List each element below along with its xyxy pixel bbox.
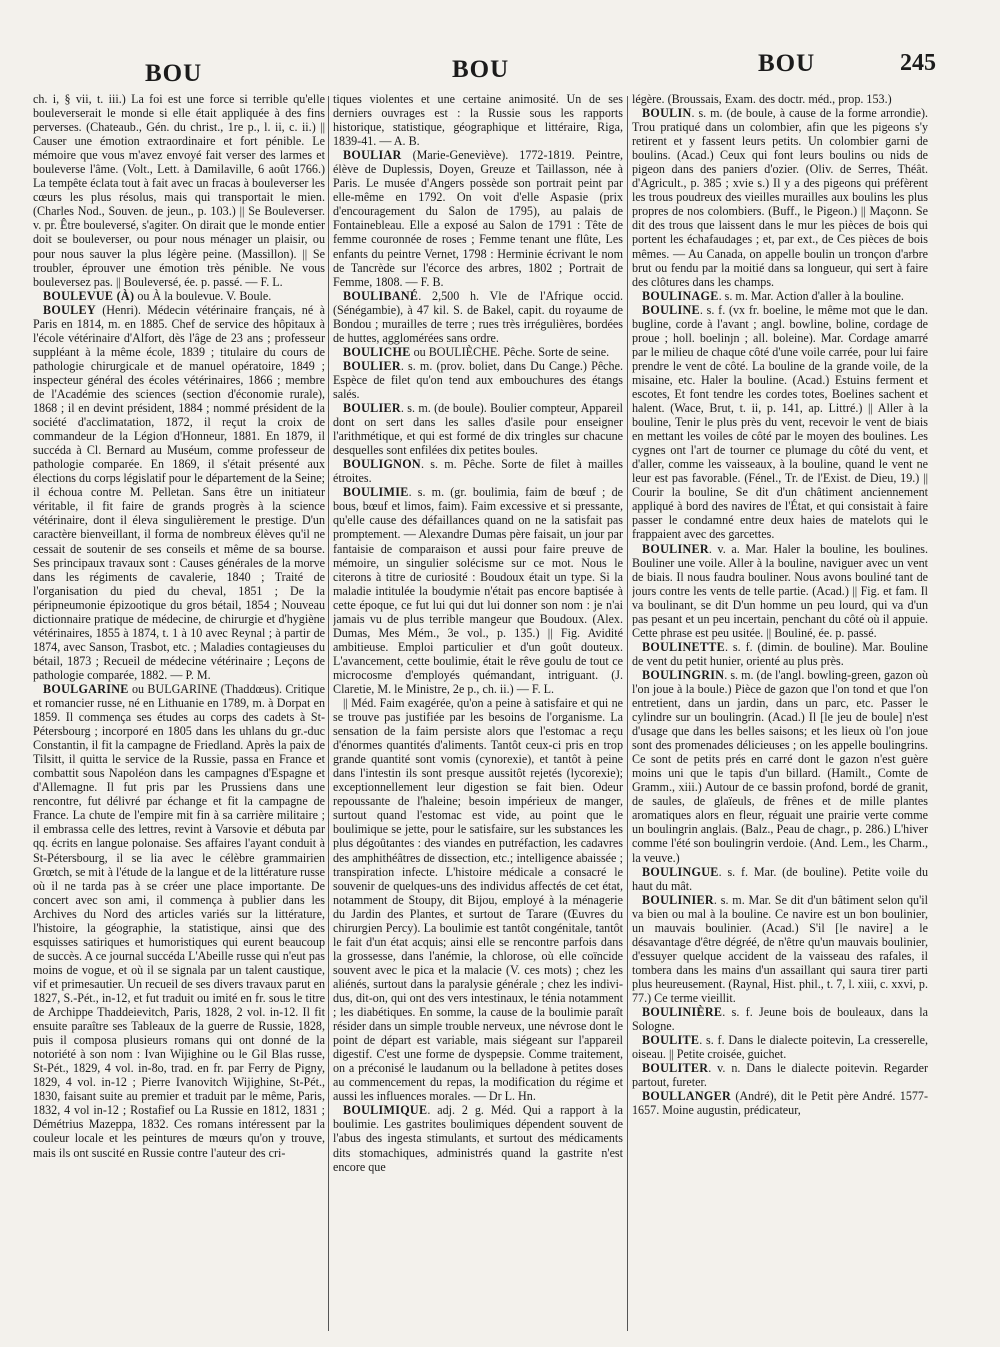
running-header — [0, 46, 1000, 86]
entry-headword: BOULIMIQUE — [343, 1103, 428, 1118]
entry-text: . s. f. Jeune bois de bouleaux, dans la Sologne. — [632, 1005, 928, 1034]
dictionary-entry — [632, 893, 928, 1005]
dictionary-entry — [333, 457, 623, 485]
dictionary-entry — [632, 92, 928, 106]
entry-text: ou BULGARINE (Thaddœus). Critique et romancier russe, né en Lithuanie en 1789, m. à Dorpat en 1859. Il commença ses études au corps des cadets à St-Pétersbourg ; incorporé en 1805 dans les uhlans du gr.-duc Constantin, il fit la campagne de Friedland. Après la paix de Tilsitt, il quitta le service de la Russie, passa en France et combattit sous Napoléon dans les campagnes d'Espagne et d'Allemagne. Il fut pris par les Prussiens dans une rencontre, fut délivré par échange et fit la campagne de France. La chute de l'empire mit fin à sa carrière militaire ; il embrassa celle des lettres, revint à Varsovie et débuta par qq. écrits en langue polonaise. Ses affaires l'ayant conduit à St-Pétersbourg, il se lia avec le célèbre grammairien Grœtch, se mit à l'étude de la langue et de la littérature russe où il ne tarda pas à se créer une place importante. De concert avec son ami, il commença à publier dans les Archives du Nord des articles variés sur la littérature, l'histoire, la géographie, la statistique, ainsi que des esquisses satiriques et humoristiques qui eurent beaucoup de succès. A ce journal succéda L'Abeille russe qui n'eut pas moins de vogue, et où il se signala par un talent caustique, vif et primesautier. Un recueil de ses divers travaux parut en 1827, S.-Pét., in-12, et fut traduit ou imité en fr. sous le titre de Archippe Thaddeievitch, Paris, 1828, 2 vol. in-12. Il fit ensuite paraître ses Tableaux de la guerre de Russie, 1828, puis il composa plusieurs romans qui ont donné de la notoriété à son nom : Ivan Wijighine ou le Gil Blas russe, St-Pét., 1829, 4 vol. in-8o, trad. en fr. par Ferry de Pigny, 1829, 4 vol. in-12 ; Pierre Ivanovitch Wijighine, St-Pét., 1830, faisant suite au premier et traduit par le même, Paris, 1832, 4 vol in-12 ; Rostafief ou La Russie en 1812, 1831 ; Démétrius Mazeppa, 1832. Ces romans intéressent par la couleur locale et les peintures de mœurs qu'on y trouve, mais ils ont suscité en Russie contre l'auteur des cri- — [33, 681, 325, 1160]
entry-headword: BOULIAR — [343, 148, 402, 163]
dictionary-entry — [333, 359, 623, 401]
dictionary-entry — [33, 303, 325, 682]
entry-text: . v. n. Dans le dialecte poitevin. Regarder partout, fureter. — [632, 1061, 928, 1090]
dictionary-entry — [632, 1005, 928, 1033]
entry-text: légère. (Broussais, Exam. des doctr. méd., prop. 153.) — [632, 92, 892, 106]
guide-word-right: BOU — [758, 50, 816, 77]
entry-headword: BOULIMIE — [343, 485, 409, 500]
dictionary-entry — [33, 682, 325, 1160]
dictionary-entry — [632, 1089, 928, 1117]
entry-headword: BOULINETTE — [642, 639, 725, 654]
dictionary-entry — [632, 1061, 928, 1089]
column-divider — [328, 96, 329, 1331]
entry-text: . s. m. (de boule, à cause de la forme arrondie). Trou pratiqué dans un colombier, afin que les pigeons s'y retirent et y fassent leurs petits. Un colombier garni de boulins. (Acad.) Ceux qui font leurs boulins ou nids de pigeon dans des paniers d'ozier. (Oliv. de Serres, Théât. d'Agricult., p. 385 ; xvie s.) Il y a des pigeons qui préfèrent les trous poudreux des vieilles murailles aux boulins les plus propres de nos colombiers. (Buff., le Pigeon.) || Maçonn. Se dit des trous que laissent dans le mur les pièces de bois qui portent les échafaudages ; et, par ext., de Ces pièces de bois mêmes. — Au Canada, on appelle boulin un tronçon d'arbre brut ou fendu par la moitié dans sa longueur, qui sert à faire des clôtures dans les champs. — [632, 106, 928, 289]
guide-word-center: BOU — [452, 56, 510, 83]
entry-headword: BOULINER — [642, 541, 709, 556]
dictionary-entry — [632, 289, 928, 303]
dictionary-entry — [632, 865, 928, 893]
entry-text: || Méd. Faim exagérée, qu'on a peine à satisfaire et qui ne se trouve pas justifiée par les besoins de l'organisme. La sensation de la faim persiste alors que l'estomac a reçu d'énormes quantités d'aliments. Tantôt ceux-ci pris en trop grande quantité sont vomis (cynorexie), et tantôt à peine dans l'intestin ils sont presque aussitôt rejetés (lycorexie); exceptionnellement leur digestion se fait bien. Odeur repoussante de l'haleine; besoin impérieux de manger, surtout quand l'estomac est vide, au point que le boulimique se jette, pour le satisfaire, sur les substances les plus dégoûtantes : des viandes en putréfaction, les cadavres des amphithéâtres de dissection, etc.; intelligence abaissée ; transpiration infecte. L'histoire médicale a consacré le souvenir de quelques-uns des individus affectés de cet état, notamment de Stoupy, dit Bijou, employé à la ménagerie du Jardin des Plantes, et surtout de Tarare (Œuvres du chirurgien Percy). La boulimie est tantôt congénitale, tantôt le fait d'un état acquis; ainsi elle se rencontre parfois dans la grossesse, dans l'anémie, la chlorose, où elle coïncide souvent avec le pica et la malacie (V. ces mots) ; chez les aliénés, surtout dans la paralysie générale ; chez les indivi-dus, dit-on, qui ont des vers intestinaux, le ténia notamment ; les diabétiques. En somme, la cause de la boulimie paraît résider dans un simple trouble nerveux, une névrose dont le point de départ est variable, mais siégeant sur l'appareil digestif. C'est une forme de dyspepsie. Comme traitement, on a préconisé le laudanum ou la belladone à petites doses au commencement du repas, la modification du régime et aussi les influences morales. — Dr L. Hn. — [333, 696, 623, 1104]
entry-headword: BOULINAGE — [642, 288, 719, 303]
dictionary-entry — [632, 1033, 928, 1061]
entry-text: tiques violentes et une certaine animosité. Un de ses derniers ouvrages est : la Russie sous les rapports historique, statistique, géographique et littéraire, Riga, 1839-41. — A. B. — [333, 92, 623, 149]
entry-text: (Henri). Médecin vétérinaire français, né à Paris en 1814, m. en 1885. Chef de service des hôpitaux à l'école vétérinaire d'Alfort, dès l'âge de 23 ans ; professeur suppléant à la même école, 1839 ; titulaire du cours de pathologie chirurgicale et de manuel opératoire, 1849 ; inspecteur général des écoles vétérinaires, 1866 ; membre de l'Académie des sciences (section d'économie rurale), 1868 ; il en devint président, 1884 ; nommé président de la société d'acclimatation, 1872, il reçut la croix de commandeur de la Légion d'Honneur, 1881. En 1879, il succéda à Cl. Bernard au Muséum, comme professeur de pathologie comparée. En 1869, il s'était présenté aux élections du corps législatif pour le département de la Seine; il échoua contre M. Pelletan. Sans être un initiateur véritable, il fit faire de grands progrès à la science vétérinaire, dont il éleva singulièrement le prestige. D'un caractère bienveillant, il forma de nombreux élèves qu'il ne cessait de soutenir de ses conseils et même de sa bourse. Ses principaux travaux sont : Causes générales de la morve dans les régiments de cavalerie, 1840 ; Traité de l'organisation du pied du cheval, 1851 ; De la péripneumonie épizootique du gros bétail, 1854 ; Nouveau dictionnaire pratique de médecine, de chirurgie et d'hygiène vétérinaires, 1855 à 1874, t. 1 à 10 avec Reynal ; à partir de 1874, avec Sanson, Trasbot, etc. ; Maladies contagieuses du bétail, 1873 ; Recueil de médecine vétérinaire ; Leçons de pathologie comparée, 1882. — P. M. — [33, 302, 325, 682]
entry-headword: BOULITER — [642, 1061, 709, 1076]
entry-text: (André), dit le Petit père André. 1577-1657. Moine augustin, prédicateur, — [632, 1089, 928, 1118]
entry-headword: BOULIGNON — [343, 457, 421, 472]
entry-headword: BOULICHE — [343, 344, 411, 359]
entry-headword: BOULINGUE — [642, 864, 719, 879]
entry-headword: BOULINGRIN — [642, 667, 725, 682]
entry-text: . s. f. Dans le dialecte poitevin, La cresserelle, oiseau. || Petite croisée, guichet. — [632, 1033, 928, 1062]
entry-text: . s. m. (prov. boliet, dans Du Cange.) Pêche. Espèce de filet qu'on tend aux embouchures des étangs salés. — [333, 358, 623, 401]
dictionary-entry — [632, 542, 928, 640]
dictionary-entry — [333, 696, 623, 1103]
dictionary-entry — [33, 289, 325, 303]
entry-headword: BOULEVUE (À) — [43, 288, 135, 303]
entry-text: . s. f. (dimin. de bouline). Mar. Bouline de vent du petit hunier, orienté au plus près. — [632, 639, 928, 668]
dictionary-entry — [333, 289, 623, 345]
entry-text: ch. i, § vii, t. iii.) La foi est une force si terrible qu'elle bouleverserait le monde si elle était appliquée à des fins perverses. (Chateaub., Gén. du christ., 1re p., l. ii, c. ii.) || Causer une émotion extraordinaire et fort pénible. Le mémoire que vous m'avez envoyé fait verser des larmes et bouleverse l'âme. (Volt., Lett. à Damilaville, 6 août 1766.) La tempête éclata tout à fait avec un fracas à bouleverser les cœurs les plus résolus, mais qui transportait le mien. (Charles Nod., Souven. de jeun., p. 103.) || Se Bouleverser. v. pr. Être bouleversé, s'agiter. On dirait que le monde entier doit se bouleverser, ou pour nous ménager un plaisir, ou pour nous sauver la plus légère peine. (Massillon). || Se troubler, éprouver une émotion très pénible. Ne vous bouleversez pas. || Bouleversé, ée. p. passé. — F. L. — [33, 92, 325, 289]
page-number: 245 — [900, 50, 936, 76]
entry-text: . s. f. Mar. (de bouline). Petite voile du haut du mât. — [632, 864, 928, 893]
entry-headword: BOULGARINE — [43, 681, 129, 696]
dictionary-entry — [632, 303, 928, 542]
entry-headword: BOULINIÈRE — [642, 1005, 723, 1020]
text-column-2 — [333, 92, 623, 1332]
text-column-1 — [33, 92, 325, 1332]
text-column-3 — [632, 92, 928, 1332]
entry-text: . adj. 2 g. Méd. Qui a rapport à la boulimie. Les gastrites boulimiques dépendent souvent de l'abus des ingesta stimulants, et surtout des médicaments dits stomachiques, administrés quand la gastrite n'est encore que — [333, 1103, 623, 1174]
entry-text: . s. m. (de boule). Boulier compteur, Appareil dont on sert dans les salles d'asile pour enseigner l'arithmétique, et qui est formé de dix tringles sur chacune desquelles sont enfilées dix petites boules. — [333, 401, 623, 458]
entry-text: . s. m. (de l'angl. bowling-green, gazon où l'on joue à la boule.) Pièce de gazon que l'on tond et que l'on entretient, dans un jardin, dans un parc, etc. Passer le cylindre sur un boulingrin. (Acad.) Il [le jeu de boule] n'est d'usage que dans les belles saisons; et les lieux où l'on joue sont des promenades délicieuses ; on les appelle boulingrins. Ce sont de petits prés en carré dont le gazon n'est guère moins uni que le tapis d'un billard. (Hamilt., Comte de Gramm., xiii.) Autour de ce bassin profond, bordé de granit, de saules, de glaïeuls, de frênes et de mille plantes aromatiques alors en fleur, réguait une prairie verte comme un boulingrin anglais. (Balz., Peau de chagr., p. 286.) L'hiver comme l'été son boulingrin verdoie. (And. Lem., les Charm., la veuve.) — [632, 667, 928, 865]
entry-text: . 2,500 h. Vle de l'Afrique occid. (Sénégambie), à 47 kil. S. de Bakel, capit. du royaume de Bondou ; murailles de terre ; rues très irrégulières, bordées de huttes, agglomérées sans ordre. — [333, 288, 623, 345]
dictionary-entry — [632, 668, 928, 865]
entry-headword: BOULIER — [343, 401, 401, 416]
entry-text: . s. f. (vx fr. boeline, le même mot que le dan. bugline, corde à l'avant ; angl. bowline, boline, cordage de proue ; holl. boelinjn ; all. boleine). Mar. Cordage amarré par le milieu de chaque côté d'une voile carrée, pour lui faire prendre le vent de côté. La bouline de la grande voile, de la misaine, etc. Haler la bouline. (Acad.) Estuins ferment et escotes, Et font tendre les cordes totes, Boelines sachent et halent. (Wace, Brut, t. ii, p. 141, ap. Littré.) || Aller à la bouline, Tenir le plus près du vent, recevoir le vent de biais en mettant les voiles de côté par le moyen des boulines. Les cygnes ont l'art de tourner ce plumage du côté du vent, et d'aller, comme les vaisseaux, à la bouline, quand le vent ne leur est pas favorable. (Fénel., Tr. de l'Exist. de Dieu, 19.) || Courir la bouline, Se dit d'un châtiment anciennement appliqué à bord des navires de l'État, et qui consistait à faire passer le condamné entre deux haies de matelots qui le frappaient avec des garcettes. — [632, 302, 928, 542]
entry-text: . s. m. Mar. Se dit d'un bâtiment selon qu'il va bien ou mal à la bouline. Ce navire est un bon boulinier, un mauvais boulinier. (Acad.) S'il [le navire] a le désavantage d'être dégréé, de n'être qu'un mauvais boulinier, d'essuyer quelque accident de la vaisseau des rafales, il tombera dans les mains d'un assaillant qui saura tirer parti plus heureusement. (Raynal, Hist. phil., t. 7, l. xiii, c. xxvi, p. 77.) Ce terme vieillit. — [632, 892, 928, 1005]
dictionary-entry — [632, 106, 928, 289]
entry-headword: BOULEY — [43, 302, 96, 317]
entry-headword: BOULLANGER — [642, 1089, 732, 1104]
entry-headword: BOULINIER — [642, 892, 714, 907]
entry-headword: BOULIER — [343, 358, 401, 373]
dictionary-entry — [333, 401, 623, 457]
column-divider — [627, 96, 628, 1331]
entry-text: (Marie-Geneviève). 1772-1819. Peintre, élève de Duplessis, Doyen, Greuze et Taillasson, née à Paris. Le musée d'Angers possède son portrait peint par elle-même en 1792. On voit d'elle Aspasie (prix d'encouragement du Salon de 1795), au palais de Fontainebleau. Elle a exposé au Salon de 1791 : Tête de femme couronnée de roses ; Femme tenant une flûte, Les enfants du peintre Vernet, 1798 : Herminie écrivant le nom de Tancrède sur l'écorce des arbres, 1802 ; Portrait de Femme, 1808. — F. B. — [333, 148, 623, 289]
entry-text: ou À la boulevue. V. Boule. — [134, 288, 272, 303]
dictionary-entry — [333, 148, 623, 288]
entry-text: . s. m. (gr. boulimia, faim de bœuf ; de bous, bœuf et limos, faim). Faim excessive et si pressante, qu'elle cause des défaillances quand on ne la satisfait pas promptement. — Alexandre Dumas père faisait, un jour par fantaisie de comparaison et aussi pour faire preuve de mémoire, un singulier solécisme sur ce mot. Nous le citerons à titre de curiosité : Boudoux était un type. Si la maladie intitulée la boudymie n'était pas encore baptisée à cette époque, ce fut lui qui dut lui donner son nom : je n'ai jamais vu de plus terrible mangeur que Boudoux. (Alex. Dumas, Mes Mém., 3e vol., p. 135.) || Fig. Avidité ambitieuse. Emploi particulier et d'un goût douteux. L'avancement, cette boulimie, était le rêve goulu de tout ce microcosme d'employés quémandant, intriguant. (J. Claretie, M. le Ministre, 2e p., ch. ii.) — F. L. — [333, 485, 623, 696]
entry-text: . v. a. Mar. Haler la bouline, les boulines. Bouliner une voile. Aller à la bouline, naviguer avec un vent de biais. Il nous faudra bouliner. Nous avons bouliné tant de jours contre les vents de telle partie. (Acad.) || Fig. et fam. Il va boulinant, se dit D'un homme un peu lourd, qui va d'un pas pesant et un peu incertain, penchant du côté où il appuie. Cette phrase est peu usitée. || Bouliné, ée. p. passé. — [632, 541, 928, 640]
entry-headword: BOULITE — [642, 1033, 700, 1048]
entry-text: . s. m. Pêche. Sorte de filet à mailles étroites. — [333, 457, 623, 486]
dictionary-entry — [33, 92, 325, 289]
dictionary-entry — [333, 345, 623, 359]
entry-headword: BOULIN — [642, 106, 692, 121]
dictionary-entry — [333, 1103, 623, 1173]
entry-headword: BOULINE — [642, 302, 700, 317]
dictionary-entry — [632, 640, 928, 668]
dictionary-entry — [333, 485, 623, 696]
guide-word-left: BOU — [145, 60, 203, 87]
entry-headword: BOULIBANÉ — [343, 288, 419, 303]
entry-text: ou BOULIÈCHE. Pêche. Sorte de seine. — [410, 344, 610, 359]
dictionary-entry — [333, 92, 623, 148]
entry-text: . s. m. Mar. Action d'aller à la bouline. — [718, 288, 904, 303]
